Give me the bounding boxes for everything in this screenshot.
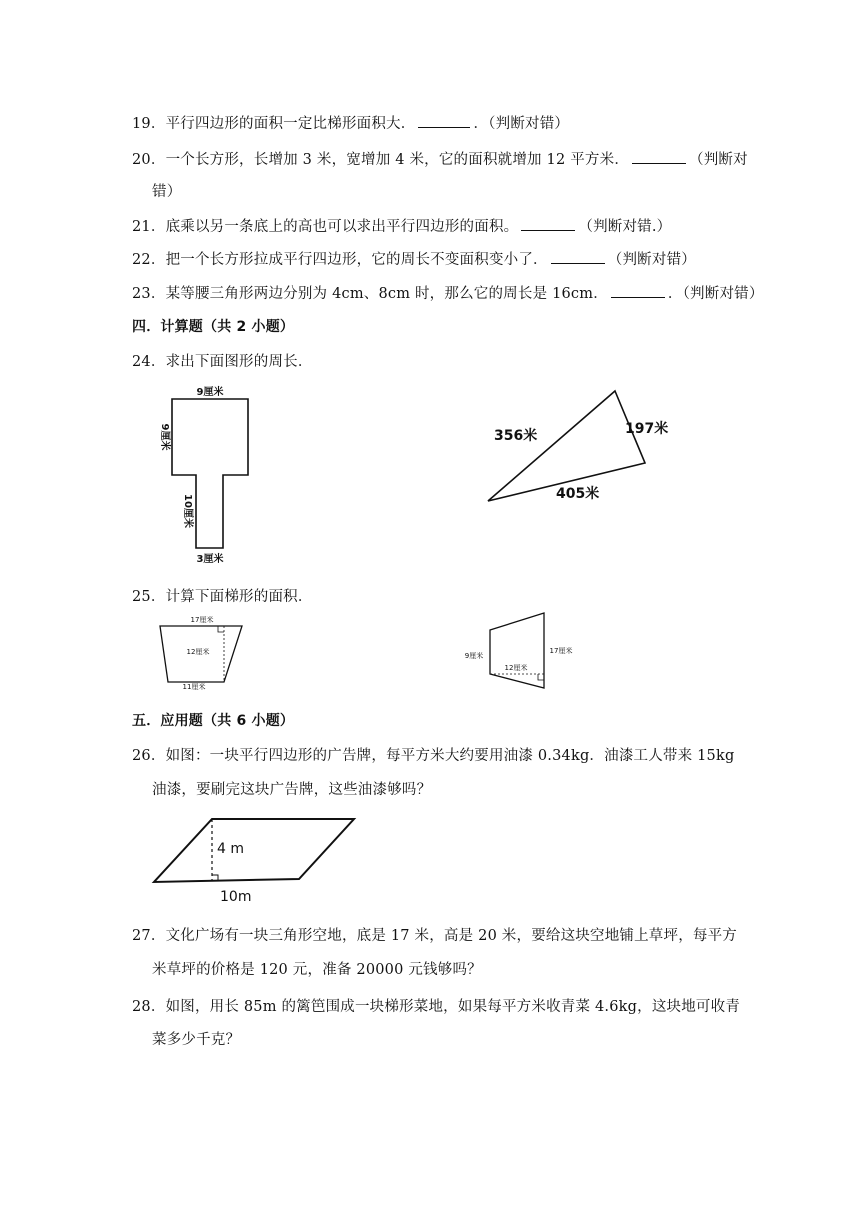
label-right-side: 197米 bbox=[625, 421, 669, 437]
label-height: 12厘米 bbox=[186, 648, 210, 656]
section-4-heading: 四．计算题（共 2 小题） bbox=[132, 319, 295, 335]
question-20-continuation: 错） bbox=[152, 184, 182, 200]
label-left: 9厘米 bbox=[159, 423, 170, 451]
question-number: 25． bbox=[132, 589, 166, 605]
parallelogram-outline bbox=[154, 819, 354, 882]
question-text: 计算下面梯形的面积． bbox=[165, 589, 313, 605]
question-number: 24． bbox=[132, 354, 166, 370]
label-height: 12厘米 bbox=[504, 664, 528, 672]
figure-24-triangle bbox=[480, 385, 700, 510]
label-base: 10m bbox=[220, 889, 252, 905]
question-tail: （判断对 bbox=[689, 152, 748, 168]
question-tail: ．（判断对错） bbox=[667, 286, 764, 302]
right-angle-mark bbox=[538, 674, 544, 680]
question-number: 28． bbox=[132, 999, 166, 1015]
label-top: 17厘米 bbox=[190, 616, 214, 624]
figure-25-trapezoid-b bbox=[460, 610, 580, 690]
question-text: 底乘以另一条底上的高也可以求出平行四边形的面积。 bbox=[165, 219, 519, 235]
label-base: 405米 bbox=[556, 486, 600, 502]
label-stem: 10厘米 bbox=[182, 494, 193, 528]
question-number: 22． bbox=[132, 252, 166, 268]
question-28-continuation: 菜多少千克？ bbox=[152, 1032, 241, 1048]
figure-26-parallelogram bbox=[150, 815, 365, 905]
question-number: 19． bbox=[132, 116, 166, 132]
label-left-side: 356米 bbox=[494, 428, 538, 444]
question-25 bbox=[132, 585, 313, 606]
question-tail: （判断对错） bbox=[607, 252, 696, 268]
triangle-outline bbox=[488, 391, 645, 501]
question-tail: ．（判断对错） bbox=[473, 116, 570, 132]
question-text: 把一个长方形拉成平行四边形，它的周长不变面积变小了． bbox=[165, 252, 548, 268]
answer-blank[interactable] bbox=[551, 251, 605, 264]
answer-blank[interactable] bbox=[611, 285, 665, 298]
question-20 bbox=[132, 148, 748, 169]
right-angle-mark bbox=[218, 626, 224, 632]
question-text: 平行四边形的面积一定比梯形面积大． bbox=[165, 116, 416, 132]
label-left: 9厘米 bbox=[464, 652, 484, 660]
question-number: 23． bbox=[132, 286, 166, 302]
question-26 bbox=[132, 744, 734, 765]
question-number: 27． bbox=[132, 928, 166, 944]
answer-blank[interactable] bbox=[521, 218, 575, 231]
question-text: 文化广场有一块三角形空地，底是 17 米，高是 20 米，要给这块空地铺上草坪，每平方 bbox=[165, 928, 737, 944]
question-text: 如图，用长 85m 的篱笆围成一块梯形菜地，如果每平方米收青菜 4.6kg，这块地可收青 bbox=[165, 999, 741, 1015]
question-24 bbox=[132, 350, 313, 371]
question-text: 一个长方形，长增加 3 米，宽增加 4 米，它的面积就增加 12 平方米． bbox=[165, 152, 630, 168]
question-19 bbox=[132, 112, 569, 133]
label-bottom: 11厘米 bbox=[182, 683, 206, 691]
question-27 bbox=[132, 924, 737, 945]
question-23 bbox=[132, 282, 764, 303]
question-text: 求出下面图形的周长． bbox=[165, 354, 313, 370]
answer-blank[interactable] bbox=[632, 151, 686, 164]
label-right: 17厘米 bbox=[549, 647, 573, 655]
question-tail: （判断对错.） bbox=[578, 219, 672, 235]
question-26-continuation: 油漆，要刷完这块广告牌，这些油漆够吗？ bbox=[152, 782, 432, 798]
figure-25-trapezoid-a bbox=[160, 612, 250, 694]
trapezoid-outline bbox=[490, 613, 544, 688]
question-text: 某等腰三角形两边分别为 4cm、8cm 时，那么它的周长是 16cm． bbox=[165, 286, 608, 302]
question-27-continuation: 米草坪的价格是 120 元，准备 20000 元钱够吗？ bbox=[152, 962, 482, 978]
question-number: 20． bbox=[132, 152, 166, 168]
label-height: 4 m bbox=[217, 841, 244, 857]
label-top: 9厘米 bbox=[196, 387, 224, 398]
answer-blank[interactable] bbox=[418, 115, 470, 128]
question-21 bbox=[132, 215, 671, 236]
label-bottom: 3厘米 bbox=[196, 554, 224, 565]
figure-24-t-shape bbox=[150, 380, 260, 570]
question-text: 如图：一块平行四边形的广告牌，每平方米大约要用油漆 0.34kg．油漆工人带来 15kg bbox=[165, 748, 735, 764]
question-22 bbox=[132, 248, 696, 269]
question-number: 26． bbox=[132, 748, 166, 764]
question-number: 21． bbox=[132, 219, 166, 235]
section-5-heading: 五．应用题（共 6 小题） bbox=[132, 713, 295, 729]
question-28 bbox=[132, 995, 740, 1016]
